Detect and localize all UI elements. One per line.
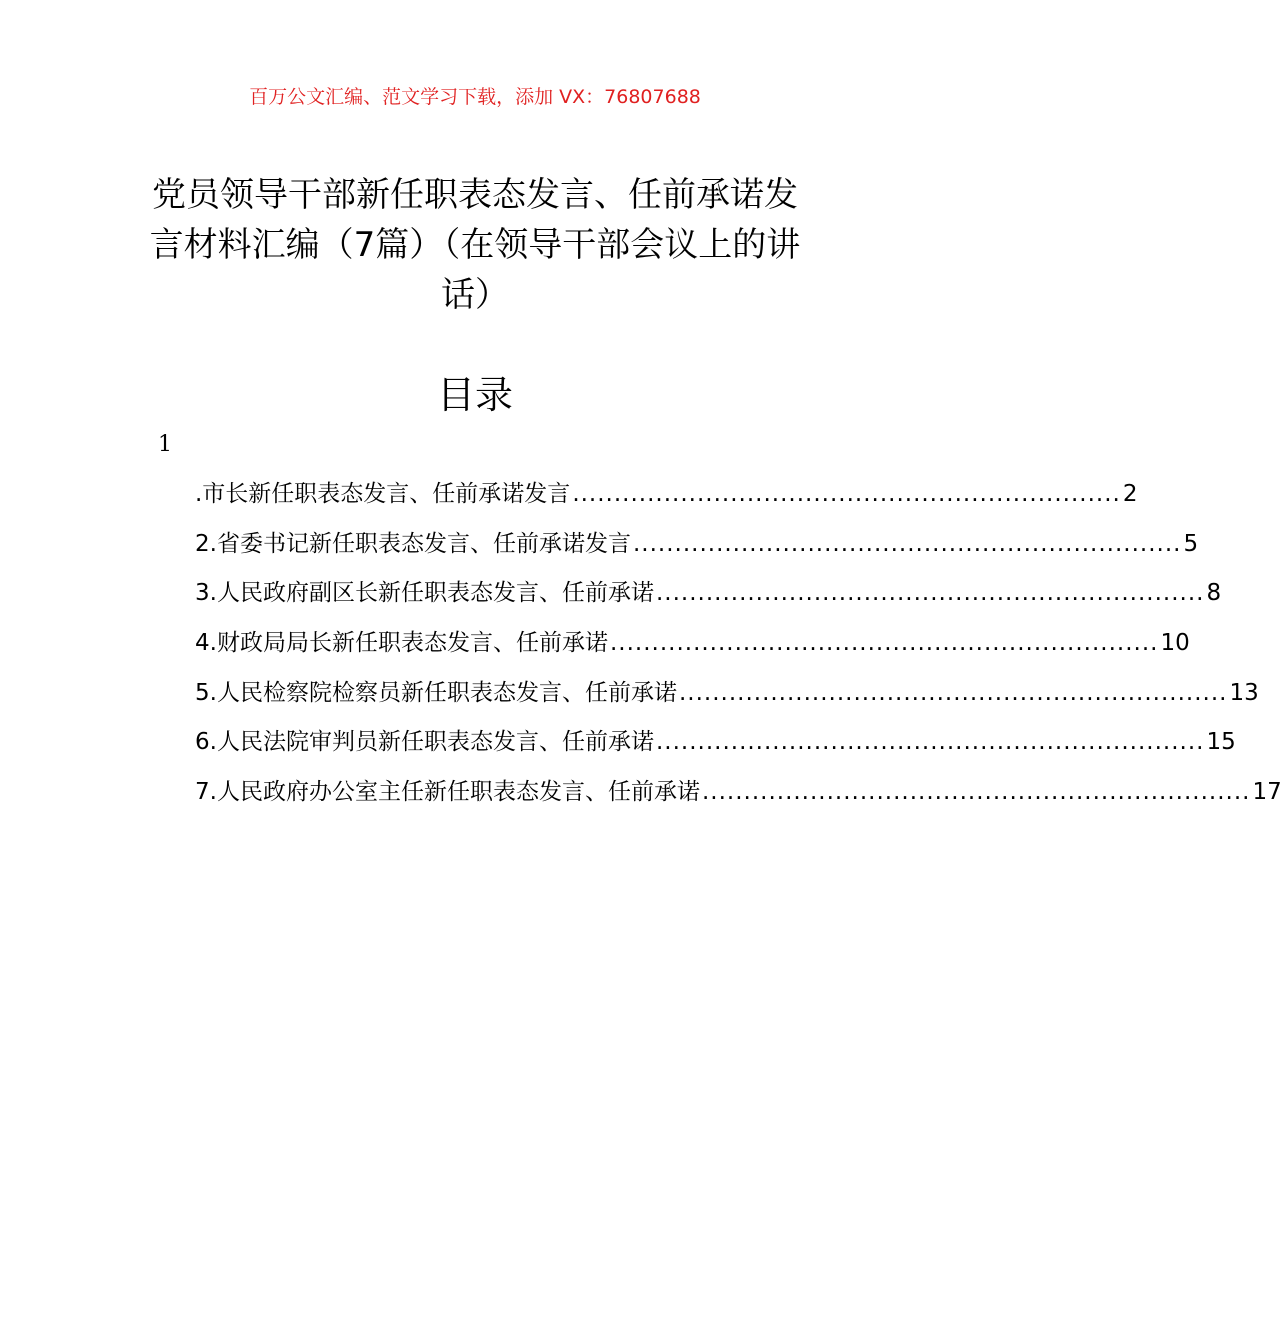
toc-stray-number: 1 bbox=[158, 432, 172, 457]
toc-entry-leader: .................................................................. bbox=[678, 679, 1228, 706]
toc-entry[interactable] bbox=[195, 474, 1138, 524]
header-note: 百万公文汇编、范文学习下载，添加 VX：76807688 bbox=[249, 86, 701, 108]
toc-entry-page: 10 bbox=[1160, 630, 1190, 657]
toc-entry-page: 13 bbox=[1229, 679, 1259, 706]
toc-entry-leader: .................................................................. bbox=[572, 481, 1121, 507]
toc-entry-leader: .................................................................. bbox=[609, 630, 1159, 657]
toc-entry-page: 15 bbox=[1206, 729, 1236, 756]
toc-list bbox=[195, 474, 1282, 822]
toc-entry-text: 6.人民法院审判员新任职表态发言、任前承诺 bbox=[195, 729, 654, 756]
toc-entry-page: 5 bbox=[1183, 530, 1199, 557]
toc-entry-text: 4.财政局局长新任职表态发言、任前承诺 bbox=[195, 630, 608, 657]
toc-entry[interactable] bbox=[195, 623, 1190, 673]
document-title: 党员领导干部新任职表态发言、任前承诺发言材料汇编（7篇）（在领导干部会议上的讲话） bbox=[149, 175, 801, 315]
toc-entry-leader: .................................................................. bbox=[655, 580, 1205, 607]
toc-heading: 目录 bbox=[436, 373, 513, 417]
toc-entry-text: 3.人民政府副区长新任职表态发言、任前承诺 bbox=[195, 580, 654, 607]
toc-entry-leader: .................................................................. bbox=[632, 530, 1182, 557]
toc-entry-text: 5.人民检察院检察员新任职表态发言、任前承诺 bbox=[195, 679, 677, 706]
toc-entry-text: 2.省委书记新任职表态发言、任前承诺发言 bbox=[195, 530, 631, 557]
toc-entry-leader: .................................................................. bbox=[655, 729, 1205, 756]
toc-entry-leader: .................................................................. bbox=[701, 779, 1251, 806]
toc-entry-page: 2 bbox=[1122, 481, 1138, 507]
toc-entry[interactable] bbox=[195, 722, 1236, 772]
toc-entry-text: 7.人民政府办公室主任新任职表态发言、任前承诺 bbox=[195, 779, 700, 806]
toc-entry-page: 17 bbox=[1252, 779, 1282, 806]
toc-entry[interactable] bbox=[195, 573, 1222, 623]
toc-entry[interactable] bbox=[195, 772, 1282, 822]
toc-entry-page: 8 bbox=[1206, 580, 1222, 607]
toc-entry[interactable] bbox=[195, 673, 1259, 723]
toc-entry-text: .市长新任职表态发言、任前承诺发言 bbox=[195, 481, 571, 507]
toc-entry[interactable] bbox=[195, 524, 1199, 574]
